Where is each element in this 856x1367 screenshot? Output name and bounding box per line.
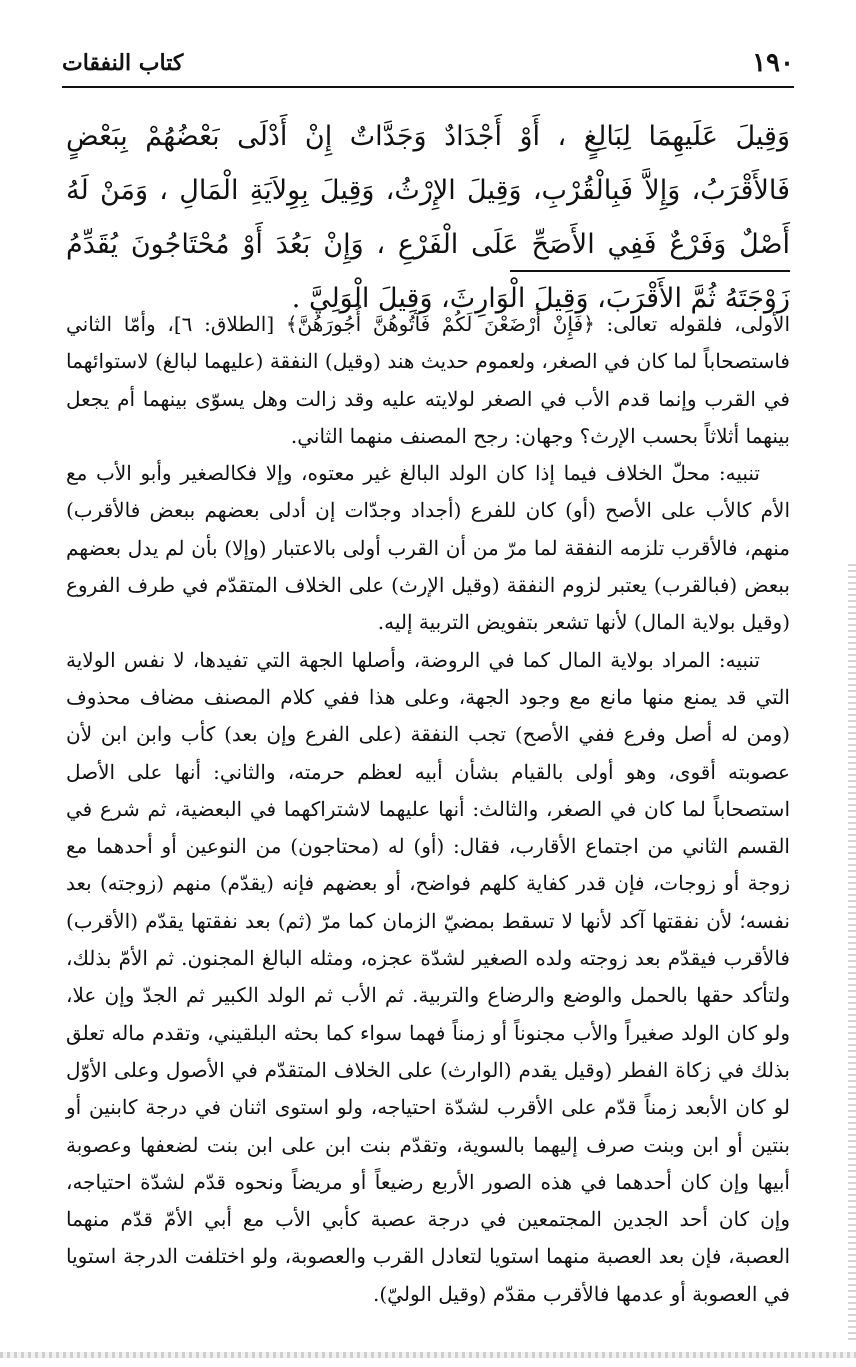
page-number: ١٩٠ [752,48,794,78]
commentary-paragraph-2: تنبيه: محلّ الخلاف فيما إذا كان الولد البالغ غير معتوه، وإلا فكالصغير وأبو الأب مع الأم كالأب على الأصح (أو) كان للفرع (أجداد وجدّات إن أدلى بعضهم ببعض فالأقرب) منهم، فالأقرب تلزمه النفقة لما مرّ من أن القرب أولى بالاعتبار (وإلا) بأن لم يدل بعضهم ببعض (فبالقرب) يعتبر لزوم النفقة (وقيل الإرث) على الخلاف المتقدّم في طرف الفروع (وقيل بولاية المال) لأنها تشعر بتفويض التربية إليه. [66,461,790,635]
commentary-paragraph-1: الأولى، فلقوله تعالى: ﴿فَإِنْ أَرْضَعْنَ لَكُمْ فَآتُوهُنَّ أُجُورَهُنَّ﴾ [الطلاق: ٦]، وأمّا الثاني فاستصحاباً لما كان في الصغر، ولعموم حديث هند (وقيل) النفقة (عليهما لبالغ) لاستوائهما في القرب وإنما قدم الأب في الصغر لولايته عليه وقد زالت وهل يسوّى بينهما أم يجعل بينهما أثلاثاً بحسب الإرث؟ وجهان: رجح المصنف منهما الثاني. [66,312,791,448]
commentary-paragraph-3: تنبيه: المراد بولاية المال كما في الروضة، وأصلها الجهة التي تفيدها، لا نفس الولاية التي قد يمنع منها مانع مع وجود الجهة، وعلى هذا ففي كلام المصنف مضاف محذوف (ومن له أصل وفرع ففي الأصح) تجب النفقة (على الفرع وإن بعد) كأب وابن ابن لأن عصوبته أقوى، وهو أولى بالقيام بشأن أبيه لعظم حرمته، والثاني: أنها على الأصل استصحاباً لما كان في الصغر، والثالث: أنها عليهما لاشتراكهما في البعضية، ثم شرع في القسم الثاني من اجتماع الأقارب، فقال: (أو) له (محتاجون) من النوعين أو أحدهما مع زوجة أو زوجات، فإن قدر كفاية كلهم فواضح، أو بعضهم فإنه (يقدّم) منهم (زوجته) بعد نفسه؛ لأن نفقتها آكد لأنها لا تسقط بمضيّ الزمان كما مرّ (ثم) بعد نفقتها يقدّم (الأقرب) فالأقرب فيقدّم بعد زوجته ولده الصغير لشدّة عجزه، ومثله البالغ المجنون. ثم الأمّ بذلك، ولتأكد حقها بالحمل والوضع والرضاع والتربية. ثم الأب ثم الولد الكبير ثم الجدّ وإن علا، ولو كان الولد صغيراً والأب مجنوناً أو زمناً فهما سواء كما بحثه البلقيني، وتقدم ماله تعلق بذلك في زكاة الفطر (وقيل يقدم (الوارث) على الخلاف المتقدّم في الأصول وعلى الأوّل لو كان الأبعد زمناً قدّم على الأقرب لشدّة احتياجه، ولو استوى اثنان في درجة كابنين أو بنتين أو ابن وبنت صرف إليهما بالسوية، وتقدّم بنت ابن على ابن بنت لضعفها وعصوبة أبيها وإن كان أحدهما في هذه الصور الأربع رضيعاً أو مريضاً ونحوه قدّم لشدّة احتياجه، وإن كان أحد الجدين المجتمعين في درجة عصبة كأبي الأب مع أبي الأمّ قدّم منهما العصبة، فإن بعد العصبة منهما استويا لتعادل القرب والعصوبة، ولو اختلفت الدرجة استويا في العصوبة أو عدمها فالأقرب مقدّم (وقيل الوليّ). [66,647,790,1306]
main-text: وَقِيلَ عَلَيهِمَا لِبَالِغٍ ، أَوْ أَجْدَادٌ وَجَدَّاتٌ إِنْ أَدْلَى بَعْضُهُمْ بِبَعْضٍ فَالأَقْرَبُ، وَإِلاَّ فَبِالْقُرْبِ، وَقِيلَ الإِرْثُ، وَقِيلَ بِوِلاَيَةِ الْمَالِ ، وَمَنْ لَهُ أَصْلٌ وَفَرْعٌ فَفِي الأَصَحِّ عَلَى الْفَرْعِ ، وَإِنْ بَعُدَ أَوْ مُحْتَاجُونَ يُقَدِّمُ زَوْجَتَهُ ثُمَّ الأَقْرَبَ، وَقِيلَ الْوَارِثَ، وَقِيلَ الْوَلِيَّ . [66,121,790,314]
page-edge-texture [848,560,856,1340]
bottom-edge-texture [0,1352,856,1358]
footnote-separator [510,270,790,272]
running-title: كتاب النفقات [62,50,184,76]
page-header [62,46,794,88]
commentary [66,306,790,1313]
